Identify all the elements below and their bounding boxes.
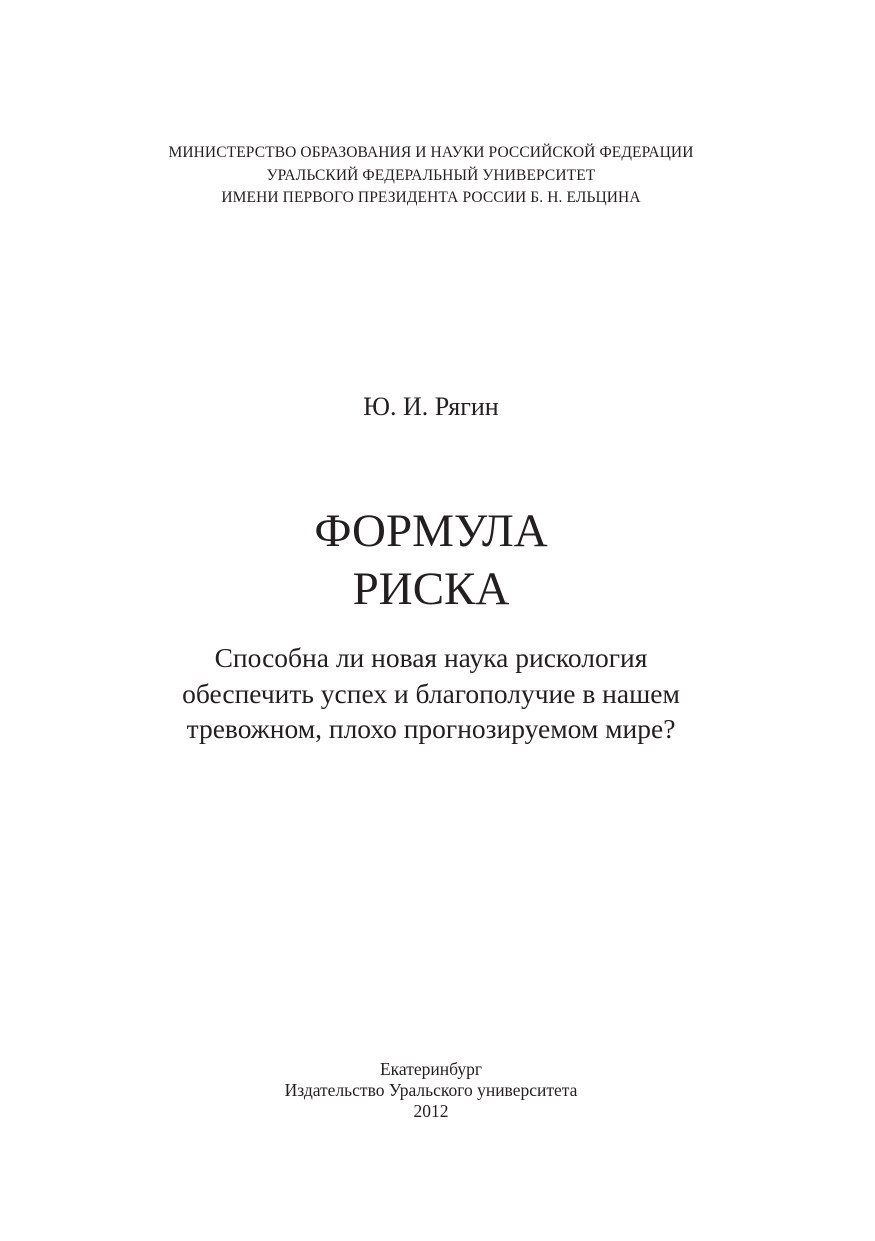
university-line: УРАЛЬСКИЙ ФЕДЕРАЛЬНЫЙ УНИВЕРСИТЕТ bbox=[266, 167, 596, 184]
imprint-publisher: Издательство Уральского университета bbox=[284, 1080, 578, 1100]
subtitle-line-1: Способна ли новая наука рискология bbox=[214, 642, 648, 673]
ministry-line: МИНИСТЕРСТВО ОБРАЗОВАНИЯ И НАУКИ РОССИЙСКОЙ ФЕДЕРАЦИИ bbox=[168, 144, 694, 161]
author-name: Ю. И. Рягин bbox=[363, 392, 499, 421]
imprint-city: Екатеринбург bbox=[379, 1059, 483, 1079]
subtitle-line-3: тревожном, плохо прогнозируемом мире? bbox=[186, 713, 676, 744]
book-title-line-2: РИСКА bbox=[352, 563, 510, 615]
imprint-year: 2012 bbox=[413, 1101, 449, 1121]
university-name-line: ИМЕНИ ПЕРВОГО ПРЕЗИДЕНТА РОССИИ Б. Н. ЕЛЬЦИНА bbox=[221, 189, 641, 206]
book-title-line-1: ФОРМУЛА bbox=[314, 505, 548, 557]
subtitle-line-2: обеспечить успех и благополучие в нашем bbox=[182, 678, 680, 709]
